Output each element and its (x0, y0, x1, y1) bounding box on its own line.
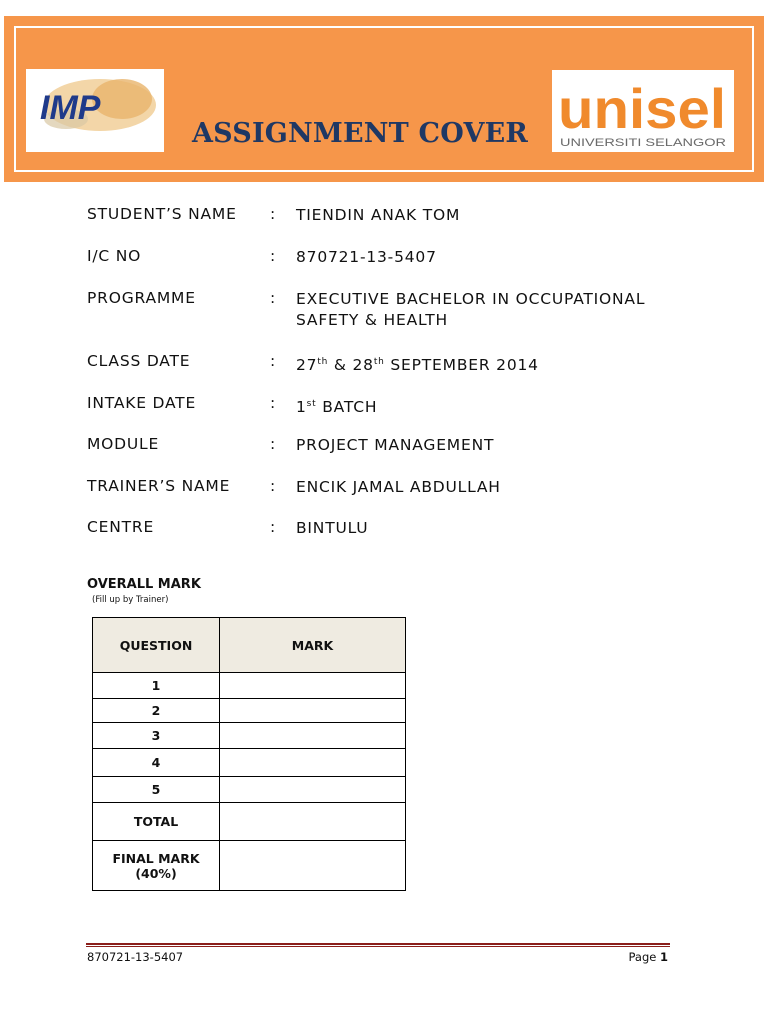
field-label: CENTRE (87, 518, 155, 536)
question-cell: 5 (93, 777, 220, 803)
field-label: MODULE (87, 435, 160, 453)
unisel-logo (552, 70, 734, 152)
final-mark-cell[interactable] (220, 841, 406, 891)
field-colon: : (270, 352, 277, 370)
field-value: 870721-13-5407 (296, 248, 437, 266)
field-value-part: 27 (296, 356, 318, 375)
table-row (93, 749, 406, 777)
field-value-line1: EXECUTIVE BACHELOR IN OCCUPATIONAL (296, 290, 646, 308)
marks-table-header (93, 618, 406, 673)
marks-table (92, 617, 406, 891)
field-value-sup: th (373, 357, 385, 367)
field-colon: : (270, 394, 277, 412)
unisel-logo-subtext: UNIVERSITI SELANGOR (560, 137, 727, 149)
question-cell: 3 (93, 723, 220, 749)
table-row (93, 723, 406, 749)
field-value (296, 352, 676, 376)
field-label: PROGRAMME (87, 289, 196, 307)
field-value-sup: th (317, 357, 329, 367)
table-row-final (93, 841, 406, 891)
mark-cell[interactable] (220, 723, 406, 749)
mark-cell[interactable] (220, 699, 406, 723)
field-colon: : (270, 205, 277, 223)
page-title: ASSIGNMENT COVER (192, 118, 529, 149)
page-number: 1 (659, 950, 668, 964)
field-value-line2: SAFETY & HEALTH (296, 311, 448, 329)
field-value-part: & 28 (328, 356, 374, 375)
field-colon: : (270, 435, 277, 453)
field-value: TIENDIN ANAK TOM (296, 206, 461, 224)
overall-mark-note: (Fill up by Trainer) (92, 595, 169, 605)
final-mark-percent: (40%) (135, 865, 177, 881)
field-value-part: 1 (296, 398, 307, 417)
imp-logo (26, 69, 164, 152)
field-label: INTAKE DATE (87, 394, 197, 412)
field-label: CLASS DATE (87, 352, 191, 370)
field-value: BINTULU (296, 519, 369, 537)
unisel-logo-text: unisel (558, 77, 726, 140)
table-row-total (93, 803, 406, 841)
field-value-sup: st (306, 399, 317, 409)
imp-logo-text: IMP (40, 89, 101, 127)
mark-cell[interactable] (220, 749, 406, 777)
table-row (93, 777, 406, 803)
table-row (93, 699, 406, 723)
question-cell: 4 (93, 749, 220, 777)
final-mark-label: FINAL MARK (112, 850, 200, 866)
field-value-part: BATCH (316, 398, 378, 417)
field-value (296, 394, 676, 418)
field-label: I/C NO (87, 247, 142, 265)
imp-logo-graphic (26, 69, 164, 152)
unisel-logo-graphic (552, 70, 734, 152)
field-value-part: SEPTEMBER 2014 (384, 356, 539, 375)
field-label: TRAINER’S NAME (87, 477, 231, 495)
question-header: QUESTION (93, 618, 220, 673)
total-label-cell: TOTAL (93, 803, 220, 841)
mark-header: MARK (220, 618, 406, 673)
footer-rule-thin (86, 946, 670, 947)
overall-mark-title: OVERALL MARK (87, 577, 201, 592)
mark-cell[interactable] (220, 777, 406, 803)
footer-rule (86, 943, 670, 945)
total-mark-cell[interactable] (220, 803, 406, 841)
field-value: ENCIK JAMAL ABDULLAH (296, 478, 501, 496)
question-cell: 2 (93, 699, 220, 723)
table-row (93, 673, 406, 699)
field-colon: : (270, 247, 277, 265)
final-mark-label-cell (93, 841, 220, 891)
mark-cell[interactable] (220, 673, 406, 699)
footer-page-number (628, 950, 668, 964)
page-label: Page (628, 950, 657, 964)
field-colon: : (270, 477, 277, 495)
field-colon: : (270, 289, 277, 307)
field-colon: : (270, 518, 277, 536)
field-value: PROJECT MANAGEMENT (296, 436, 495, 454)
question-cell: 1 (93, 673, 220, 699)
field-label: STUDENT’S NAME (87, 205, 237, 223)
footer-ic-number: 870721-13-5407 (87, 950, 184, 964)
field-value (296, 289, 676, 331)
